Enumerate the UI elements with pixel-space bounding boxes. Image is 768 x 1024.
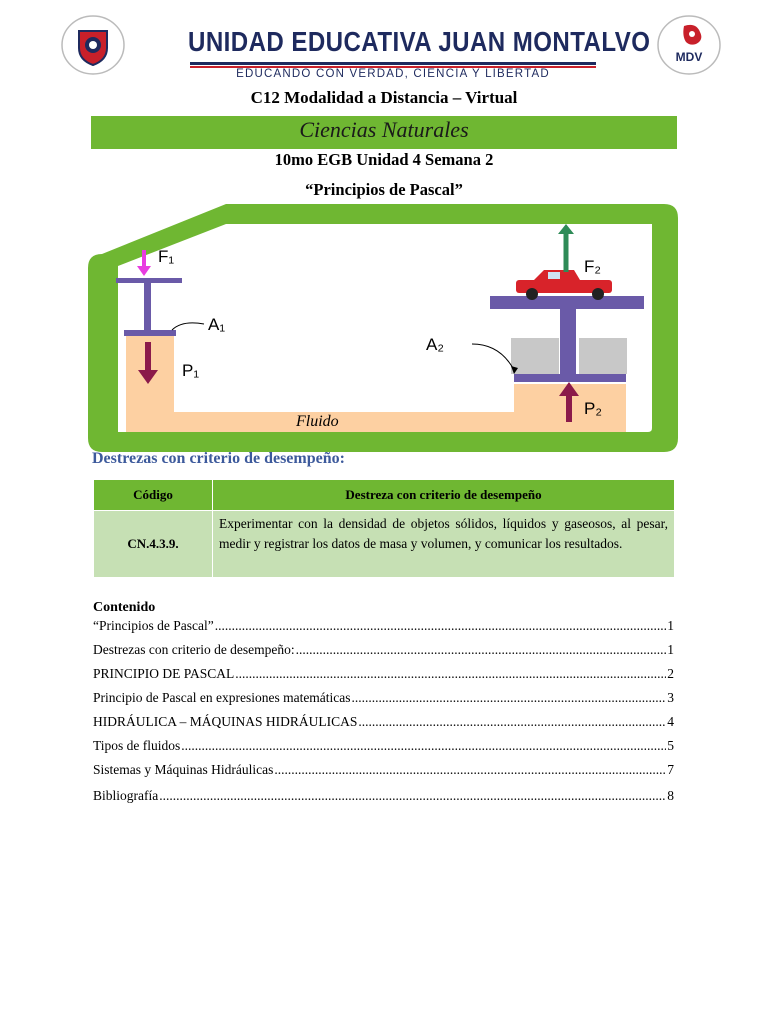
toc-entry-page: 1 [667, 642, 674, 657]
mdv-logo-text: MDV [675, 50, 703, 64]
label-p1: P₁ [182, 361, 200, 380]
label-a1: A₁ [208, 315, 226, 334]
label-p2: P₂ [584, 399, 602, 418]
school-name: UNIDAD EDUCATIVA JUAN MONTALVO [188, 26, 651, 57]
toc-entry[interactable] [93, 788, 674, 804]
school-motto: EDUCANDO CON VERDAD, CIENCIA Y LIBERTAD [236, 68, 550, 80]
toc-entry-title: Destrezas con criterio de desempeño: [93, 642, 295, 657]
toc-entry[interactable] [93, 738, 674, 754]
toc-entry-title: Bibliografía [93, 788, 159, 803]
label-f2: F₂ [584, 257, 601, 276]
skill-code: CN.4.3.9. [94, 511, 213, 578]
toc-entry-title: Principio de Pascal en expresiones matemáticas [93, 690, 351, 705]
toc-entry-page: 4 [667, 714, 674, 729]
skills-table [93, 479, 675, 578]
table-row [94, 511, 675, 578]
toc-entry-page: 2 [667, 666, 674, 681]
label-fluid: Fluido [296, 413, 339, 430]
toc-entry[interactable] [93, 642, 674, 658]
toc-entry-title: Tipos de fluidos [93, 738, 181, 753]
pascal-hydraulic-diagram [86, 202, 686, 460]
toc-entry-title: HIDRÁULICA – MÁQUINAS HIDRÁULICAS [93, 714, 358, 729]
mdv-logo [656, 14, 722, 76]
toc-heading: Contenido [93, 600, 156, 615]
toc-entry-page: 8 [667, 788, 674, 803]
skill-description: Experimentar con la densidad de objetos sólidos, líquidos y gaseosos, al pesar, medir y registrar los datos de masa y volumen, y comunicar los resultados. [213, 511, 675, 578]
toc-entry-page: 7 [667, 762, 674, 777]
toc-entry[interactable] [93, 666, 674, 682]
skills-heading: Destrezas con criterio de desempeño: [92, 450, 345, 467]
column-header-code: Código [94, 480, 213, 511]
toc-entry-page: 5 [667, 738, 674, 753]
school-crest-logo [60, 14, 126, 76]
subject-title: Ciencias Naturales [299, 117, 469, 142]
toc-entry-page: 1 [667, 618, 674, 633]
modality-line: C12 Modalidad a Distancia – Virtual [250, 88, 518, 107]
label-a2: A₂ [426, 335, 444, 354]
toc-entry[interactable] [93, 714, 674, 730]
toc-entry-page: 3 [667, 690, 674, 705]
column-header-skill: Destreza con criterio de desempeño [213, 480, 675, 511]
unit-line: 10mo EGB Unidad 4 Semana 2 [274, 150, 494, 169]
label-f1: F₁ [158, 247, 175, 266]
header-divider [190, 62, 596, 65]
toc-entry-title: PRINCIPIO DE PASCAL [93, 666, 235, 681]
toc-entry-title: Sistemas y Máquinas Hidráulicas [93, 762, 274, 777]
topic-title: “Principios de Pascal” [305, 180, 463, 199]
toc-entry[interactable] [93, 762, 674, 778]
toc-entry[interactable] [93, 690, 674, 706]
toc-entry-title: “Principios de Pascal” [93, 618, 214, 633]
toc-entry[interactable] [93, 618, 674, 634]
